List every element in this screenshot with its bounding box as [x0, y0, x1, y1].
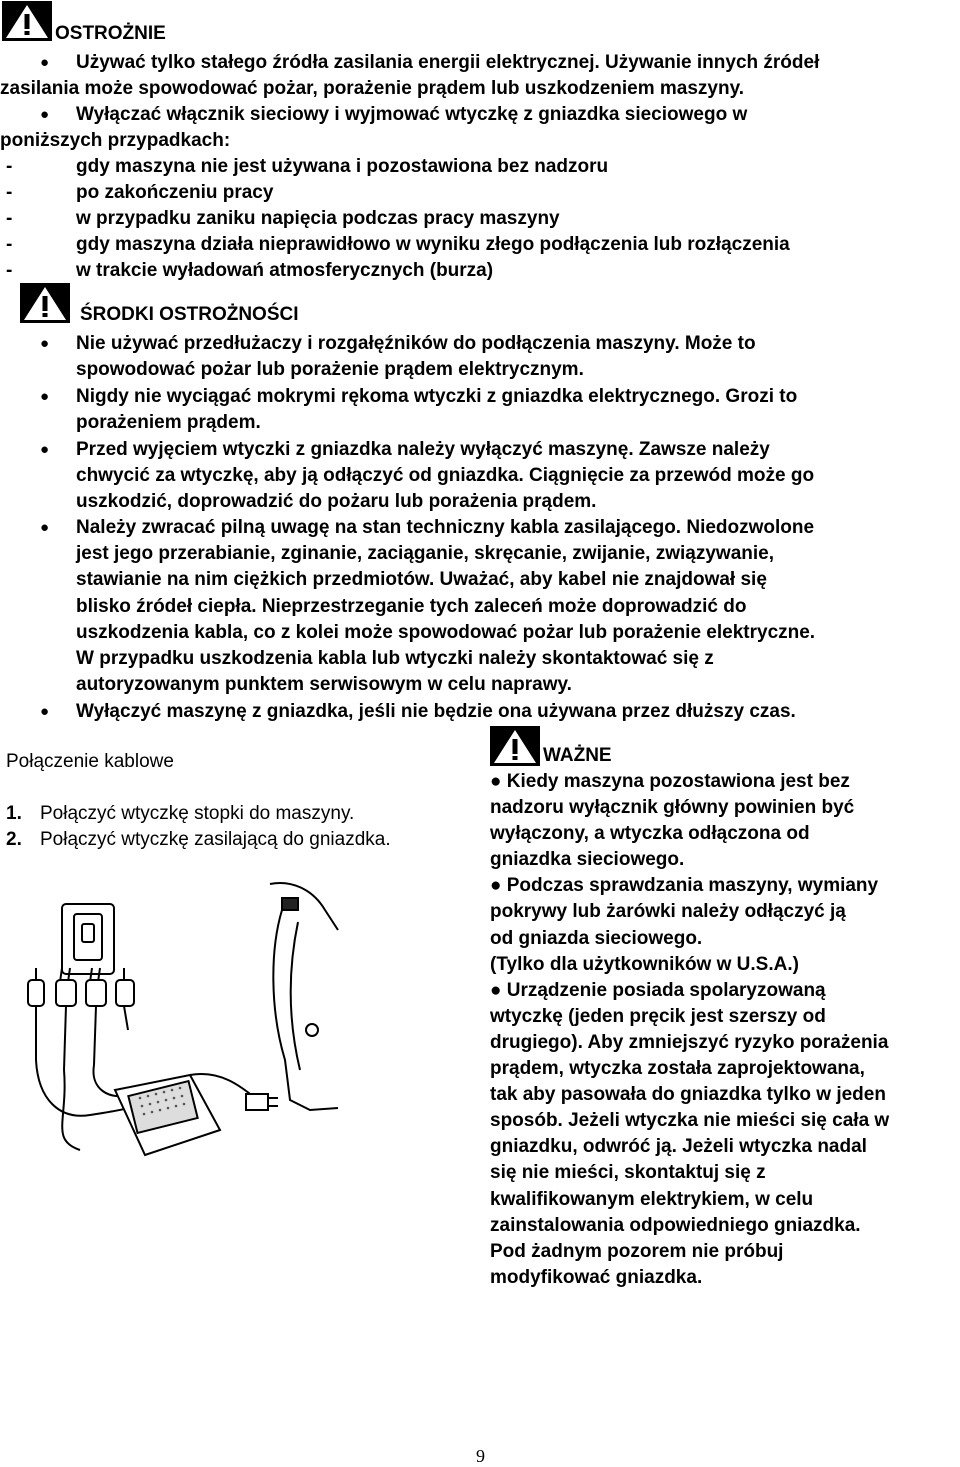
bullet-dot-icon: ●	[40, 519, 50, 536]
cable-step-text: Połączyć wtyczkę stopki do maszyny.	[40, 803, 355, 824]
bullet-dot-icon: ●	[40, 388, 50, 405]
caution-dash-item: po zakończeniu pracy	[76, 182, 274, 203]
cable-step-text: Połączyć wtyczkę zasilającą do gniazdka.	[40, 829, 391, 850]
caution-title: OSTROŻNIE	[55, 23, 166, 44]
cable-step-num: 2.	[6, 829, 22, 850]
bullet-dot-icon: ●	[40, 106, 50, 123]
precautions-bullet-3: Przed wyjęciem wtyczki z gniazdka należy wyłączyć maszynę. Zawsze należy chwycić za wtyczkę, aby ją odłączyć od gniazdka. Ciągnięcie za przewód może go uszkodzić, doprowadzić do pożaru lub porażenia prądem.	[76, 439, 815, 513]
cable-title: Połączenie kablowe	[6, 751, 174, 772]
dash-marker: -	[6, 208, 13, 229]
caution-bullet-1: Używać tylko stałego źródła zasilania energii elektrycznej. Używanie innych źródeł zasilania może spowodować pożar, porażenie prądem lub uszkodzeniem maszyny.	[0, 52, 820, 100]
bullet-dot-icon: ●	[40, 54, 50, 71]
bullet-dot-icon: ●	[40, 703, 50, 720]
dash-marker: -	[6, 182, 13, 203]
precautions-bullet-5: Wyłączyć maszynę z gniazdka, jeśli nie będzie ona używana przez dłuższy czas.	[76, 701, 796, 722]
caution-dash-item: gdy maszyna nie jest używana i pozostawiona bez nadzoru	[76, 156, 609, 177]
warning-triangle-icon	[2, 1, 52, 46]
caution-dash-item: gdy maszyna działa nieprawidłowo w wyniku złego podłączenia lub rozłączenia	[76, 234, 790, 255]
dash-marker: -	[6, 260, 13, 281]
precautions-bullet-2: Nigdy nie wyciągać mokrymi rękoma wtyczki z gniazdka elektrycznego. Grozi to porażeniem prądem.	[76, 386, 798, 434]
warning-triangle-icon	[490, 726, 540, 771]
dash-marker: -	[6, 234, 13, 255]
warning-triangle-icon	[20, 283, 70, 328]
precautions-bullet-1: Nie używać przedłużaczy i rozgałęźników do podłączenia maszyny. Może to spowodować pożar lub porażenie prądem elektrycznym.	[76, 333, 756, 381]
precautions-title: ŚRODKI OSTROŻNOŚCI	[80, 304, 299, 325]
bullet-dot-icon: ●	[40, 441, 50, 458]
important-text: ● Kiedy maszyna pozostawiona jest bez nadzoru wyłącznik główny powinien być wyłączony, a wtyczka odłączona od gniazdka sieciowego. ● Podczas sprawdzania maszyny, wymiany pokrywy lub żarówki należy odłączyć ją od gniazda sieciowego. (Tylko dla użytkowników w U.S.A.) ● Urządzenie posiada spolaryzowaną wtyczkę (jeden pręcik jest szerszy od drugiego). Aby zmniejszyć ryzyko porażenia prądem, wtyczka została zaprojektowana, tak aby pasowała do gniazdka tylko w jeden sposób. Jeżeli wtyczka nie mieści się cała w gniazdku, odwróć ją. Jeżeli wtyczka nadal się nie mieści, skontaktuj się z kwalifikowanym elektrykiem, w celu zainstalowania odpowiedniego gniazdka. Pod żadnym pozorem nie próbuj modyfikować gniazdka.	[490, 771, 890, 1288]
cable-step-num: 1.	[6, 803, 22, 824]
precautions-bullet-4: Należy zwracać pilną uwagę na stan techniczny kabla zasilającego. Niedozwolone jest jego przerabianie, zginanie, zaciąganie, skręcanie, zwijanie, związywanie, stawianie na nim ciężkich przedmiotów. Uważać, aby kabel nie znajdował się blisko źródeł ciepła. Nieprzestrzeganie tych zaleceń może doprowadzić do uszkodzenia kabla, co z kolei może spowodować pożar lub porażenie elektryczne. W przypadku uszkodzenia kabla lub wtyczki należy skontaktować się z autoryzowanym punktem serwisowym w celu naprawy.	[76, 517, 816, 696]
caution-dash-item: w przypadku zaniku napięcia podczas pracy maszyny	[76, 208, 560, 229]
cable-connection-illustration	[20, 870, 340, 1185]
page-number: 9	[476, 1446, 485, 1466]
caution-dash-item: w trakcie wyładowań atmosferycznych (burza)	[76, 260, 494, 281]
caution-bullet-2: Wyłączać włącznik sieciowy i wyjmować wtyczkę z gniazdka sieciowego w poniższych przypadkach:	[0, 104, 748, 152]
dash-marker: -	[6, 156, 13, 177]
important-title: WAŻNE	[543, 745, 612, 766]
bullet-dot-icon: ●	[40, 335, 50, 352]
